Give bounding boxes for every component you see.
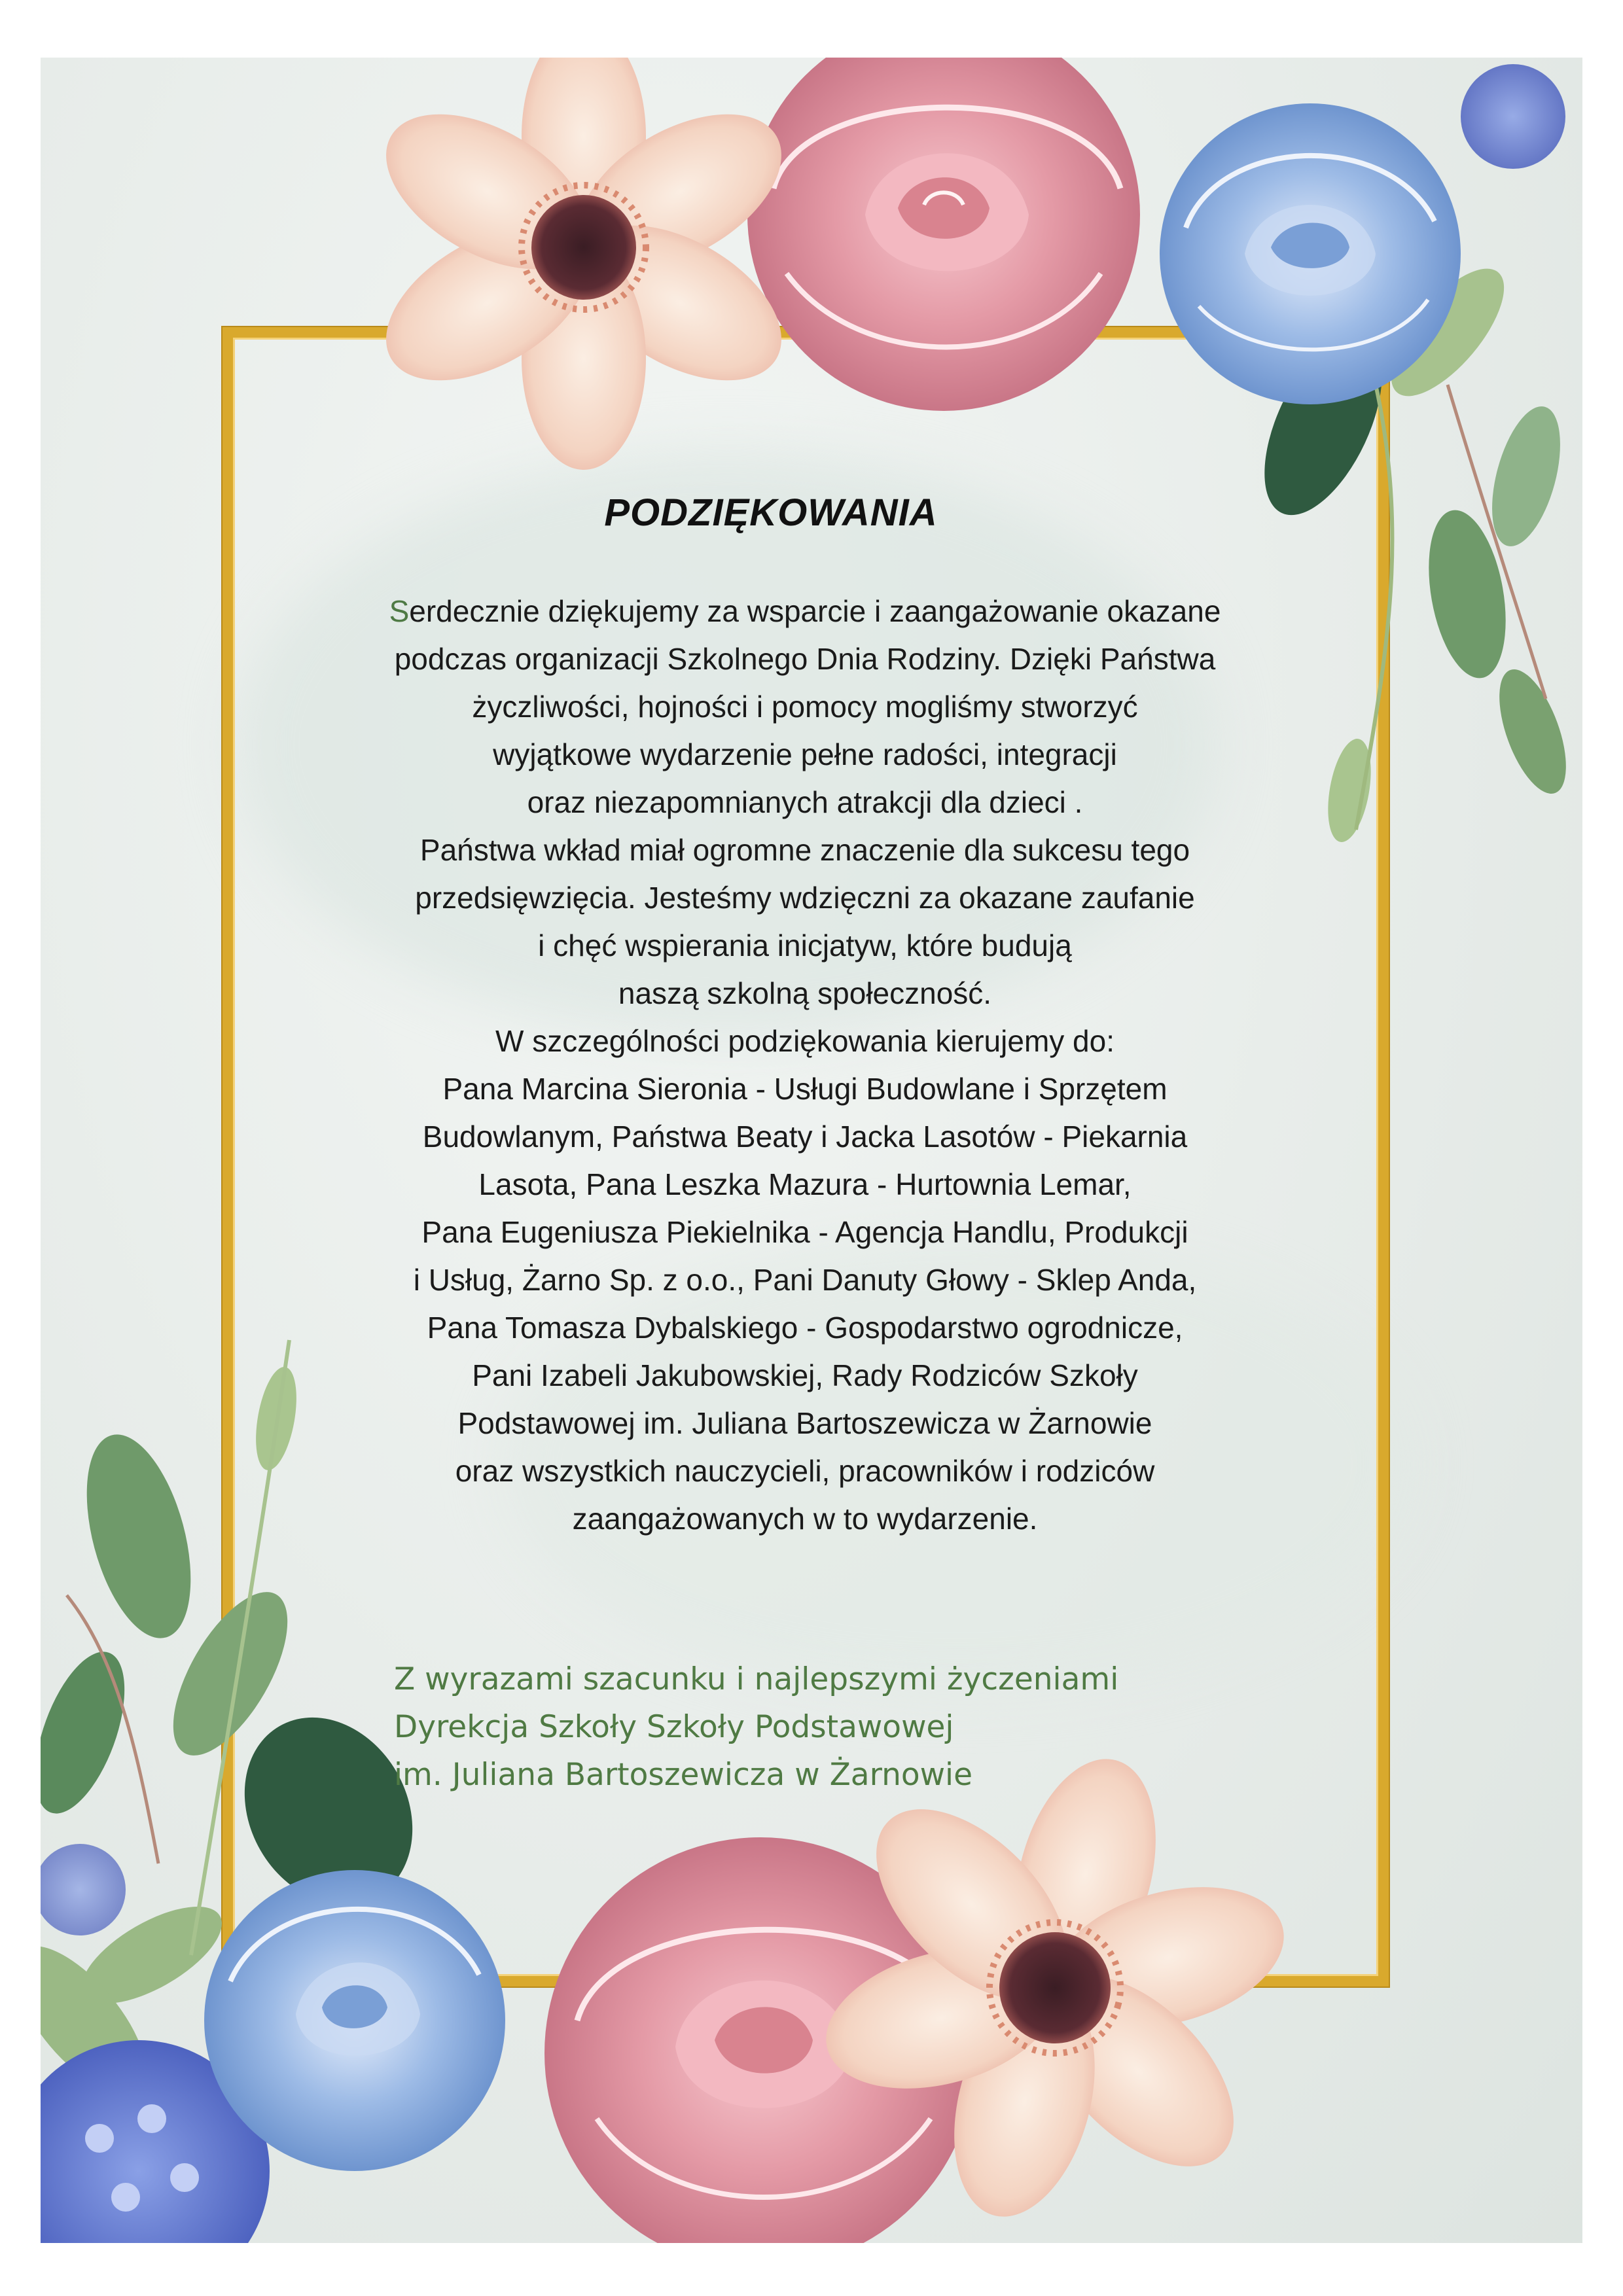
body-line: Podstawowej im. Juliana Bartoszewicza w Żarnowie <box>457 1406 1152 1440</box>
body-line: i Usług, Żarno Sp. z o.o., Pani Danuty Głowy - Sklep Anda, <box>413 1263 1197 1297</box>
body-line: Pana Eugeniusza Piekielnika - Agencja Handlu, Produkcji <box>421 1215 1188 1249</box>
page-title: PODZIĘKOWANIA <box>604 491 938 534</box>
body-line: i chęć wspierania inicjatyw, które budują <box>538 928 1072 963</box>
body-line: oraz niezapomnianych atrakcji dla dzieci . <box>527 785 1083 819</box>
body-line: Państwa wkład miał ogromne znaczenie dla sukcesu tego <box>419 833 1190 867</box>
cream-flower-icon <box>360 58 808 470</box>
body-line: oraz wszystkich nauczycieli, pracowników i rodziców <box>455 1454 1155 1488</box>
closing-line: Dyrekcja Szkoły Szkoły Podstawowej <box>394 1709 954 1745</box>
pink-rose-icon <box>747 58 1140 411</box>
body-line: przedsięwzięcia. Jesteśmy wdzięczni za okazane zaufanie <box>415 881 1195 915</box>
body-line: zaangażowanych w to wydarzenie. <box>572 1502 1038 1536</box>
closing-line: Z wyrazami szacunku i najlepszymi życzeniami <box>394 1661 1119 1697</box>
body-line: Pana Marcina Sieronia - Usługi Budowlane i Sprzętem <box>442 1072 1168 1106</box>
body-line: Pana Tomasza Dybalskiego - Gospodarstwo ogrodnicze, <box>427 1311 1183 1345</box>
body-line: Pani Izabeli Jakubowskiej, Rady Rodziców Szkoły <box>472 1358 1138 1392</box>
certificate-page <box>41 58 1582 2243</box>
body-line: wyjątkowe wydarzenie pełne radości, integracji <box>493 737 1117 771</box>
blue-rose-icon <box>204 1870 505 2171</box>
body-line: Lasota, Pana Leszka Mazura - Hurtownia Lemar, <box>478 1167 1132 1201</box>
body-text <box>262 588 1348 1543</box>
body-line: życzliwości, hojności i pomocy mogliśmy stworzyć <box>472 690 1138 724</box>
body-line: Budowlanym, Państwa Beaty i Jacka Lasotów - Piekarnia <box>422 1120 1188 1154</box>
drop-letter: S <box>389 594 410 628</box>
closing-line: im. Juliana Bartoszewicza w Żarnowie <box>394 1757 973 1793</box>
body-line: podczas organizacji Szkolnego Dnia Rodziny. Dzięki Państwa <box>394 642 1216 676</box>
body-line: Serdecznie dziękujemy za wsparcie i zaangażowanie okazane <box>389 594 1221 628</box>
body-line: naszą szkolną społeczność. <box>618 976 992 1010</box>
blue-rose-icon <box>1160 64 1565 404</box>
body-line: W szczególności podziękowania kierujemy do: <box>495 1024 1115 1058</box>
closing-signature <box>394 1655 1118 1799</box>
